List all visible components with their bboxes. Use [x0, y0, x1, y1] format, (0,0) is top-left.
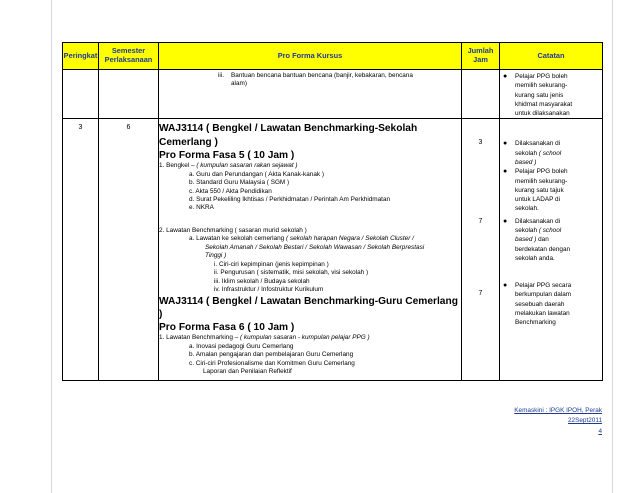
- fasa6-item-italic: ( kumpulan sasaran - kumpulan pelajar PPG ): [240, 334, 370, 342]
- note-text: sekolah: [515, 226, 539, 234]
- row1-item-text-1: Bantuan bencana bantuan bencana (banjir, kebakaran, bencana: [231, 72, 413, 79]
- header-catatan: Catatan: [500, 43, 603, 70]
- semester-value: 6: [99, 119, 159, 380]
- note-line: Dilaksanakan di: [515, 140, 561, 148]
- note-text: dan: [536, 236, 549, 244]
- note-line: [515, 149, 602, 158]
- course-table: [62, 42, 603, 381]
- row1-kursus-cell: [159, 70, 462, 119]
- list-item-continuation: Laporan dan Penilaian Reflektif: [203, 368, 292, 376]
- row2-catatan-cell: [500, 119, 603, 380]
- note-line: [515, 235, 602, 244]
- fasa5-course-title: WAJ3114 ( Bengkel / Lawatan Benchmarking-Sekolah Cemerlang ): [159, 123, 418, 148]
- note-italic: based ): [515, 236, 537, 244]
- row2-kursus-cell: [159, 119, 462, 380]
- note-line: sesebuah daerah: [515, 300, 565, 308]
- row1-item-text-2: alam): [231, 80, 247, 88]
- bullet-icon: ●: [503, 217, 508, 225]
- fasa6-jam-value: 7: [478, 290, 483, 298]
- bullet-icon: ●: [503, 73, 508, 80]
- list-item: iii. Iklim sekolah / Budaya sekolah: [214, 277, 310, 285]
- note-line: Pelajar PPG secara: [515, 282, 572, 290]
- note-line: sekolah anda.: [515, 254, 555, 262]
- note-line: memilih sekurang-: [515, 177, 568, 185]
- bullet-icon: ●: [503, 282, 508, 290]
- note-line: melakukan lawatan: [515, 309, 570, 317]
- table-row: [63, 119, 603, 380]
- footer-update-note: Kemaskini : IPGK IPOH, Perak: [514, 407, 602, 414]
- header-semester-line2: Perlaksanaan: [104, 55, 153, 64]
- note-line: Benchmarking: [515, 319, 556, 327]
- list-item: iv. Infrastruktur / Infostruktur Kurikulum: [214, 286, 324, 294]
- sub-a-prefix: a. Lawatan ke sekolah cemerlang: [189, 235, 286, 243]
- fasa6-course-title: WAJ3114 ( Bengkel / Lawatan Benchmarking-Guru Cemerlang ): [159, 295, 458, 320]
- note-line: berkumpulan dalam: [515, 291, 572, 299]
- page-number: 4: [598, 427, 602, 435]
- jam-column: [462, 119, 500, 380]
- fasa5-item-italic: ( kumpulan sasaran rakan sejawat ): [196, 162, 298, 170]
- document-page: [62, 42, 602, 381]
- note-line: khidmat masyarakat: [515, 100, 573, 108]
- page-footer: [514, 406, 602, 437]
- list-item: a. Guru dan Perundangan ( Akta Kanak-kanak ): [189, 170, 324, 178]
- note-italic: ( school: [538, 226, 562, 234]
- fasa5-item-1: [159, 162, 461, 170]
- footer-date: 22Sept2011: [568, 417, 602, 425]
- fasa5-subtitle: Pro Forma Fasa 5 ( 10 Jam ): [159, 149, 295, 161]
- list-item: e. NKRA: [189, 204, 214, 212]
- header-peringkat: Peringkat: [63, 43, 99, 70]
- benchmarking-item-2: 2. Lawatan Benchmarking ( sasaran murid sekolah ): [159, 226, 307, 234]
- fasa6-subtitle: Pro Forma Fasa 6 ( 10 Jam ): [159, 322, 295, 333]
- list-item: b. Standard Guru Malaysia ( SGM ): [189, 179, 290, 187]
- bullet-icon: ●: [503, 168, 508, 176]
- header-jumlah-line2: Jam: [473, 55, 488, 64]
- list-item: b. Amalan pengajaran dan pembelajaran Guru Cemerlang: [189, 351, 354, 359]
- note-line: [515, 226, 602, 235]
- note-line: untuk dilaksanakan: [515, 110, 570, 118]
- sub-a-italic-2: Sekolah Amanah / Sekolah Bestari / Sekolah Wawasan / Sekolah Berprestasi: [205, 243, 425, 251]
- row1-item-prefix: iii.: [218, 72, 225, 79]
- note-line: untuk LADAP di: [515, 196, 560, 204]
- table-header-row: [63, 43, 603, 70]
- note-line: berdekatan dengan: [515, 245, 571, 253]
- list-item: i. Ciri-ciri kepimpinan (jenis kepimpinan ): [214, 260, 329, 268]
- note-line: based ): [515, 158, 537, 166]
- row1-catatan-cell: [500, 70, 603, 119]
- fasa6-item-1: [159, 334, 461, 342]
- fasa6-item-label: 1. Lawatan Benchmarking –: [159, 334, 240, 342]
- header-jumlah-line1: Jumlah: [467, 46, 494, 56]
- note-line: kurang satu tajuk: [515, 186, 564, 194]
- note-italic: ( school: [538, 149, 562, 157]
- note-line: sekolah.: [515, 205, 539, 213]
- header-semester-line1: Semester: [111, 46, 146, 56]
- page-edge-left: [51, 0, 52, 493]
- list-item: a. Inovasi pedagogi Guru Cemerlang: [189, 342, 294, 350]
- table-row: [63, 70, 603, 119]
- note-text: sekolah: [515, 149, 539, 157]
- sub-a-italic-1: ( sekolah harapan Negara / Sekolah Cluster /: [285, 235, 414, 243]
- fasa5-item-label: 1. Bengkel –: [159, 162, 197, 170]
- header-semester: [99, 43, 159, 70]
- benchmarking-jam-value: 7: [478, 218, 483, 226]
- list-item: c. Ciri-ciri Profesionalisme dan Komitmen Guru Cemerlang: [189, 359, 355, 367]
- bullet-icon: ●: [503, 140, 508, 148]
- note-line: Pelajar PPG boleh: [515, 168, 568, 176]
- note-line: Dilaksanakan di: [515, 217, 561, 225]
- header-jumlah-jam: [462, 43, 500, 70]
- note-line: Pelajar PPG boleh: [515, 73, 568, 80]
- fasa5-jam-value: 3: [478, 139, 483, 147]
- peringkat-value: 3: [63, 119, 99, 380]
- list-item: ii. Pengurusan ( sistematik, misi sekolah, visi sekolah ): [214, 269, 369, 277]
- list-item: d. Surat Pekeliling Ikhtisas / Perkhidmatan / Perintah Am Perkhidmatan: [189, 195, 391, 203]
- benchmarking-sub-a: [189, 235, 461, 243]
- page-edge-right: [612, 0, 613, 493]
- sub-a-italic-3: Tinggi ): [205, 252, 227, 260]
- header-pro-forma: Pro Forma Kursus: [159, 43, 462, 70]
- list-item: c. Akta 550 / Akta Pendidikan: [189, 187, 272, 195]
- note-line: memilih sekurang-: [515, 82, 568, 90]
- note-line: kurang satu jenis: [515, 91, 564, 99]
